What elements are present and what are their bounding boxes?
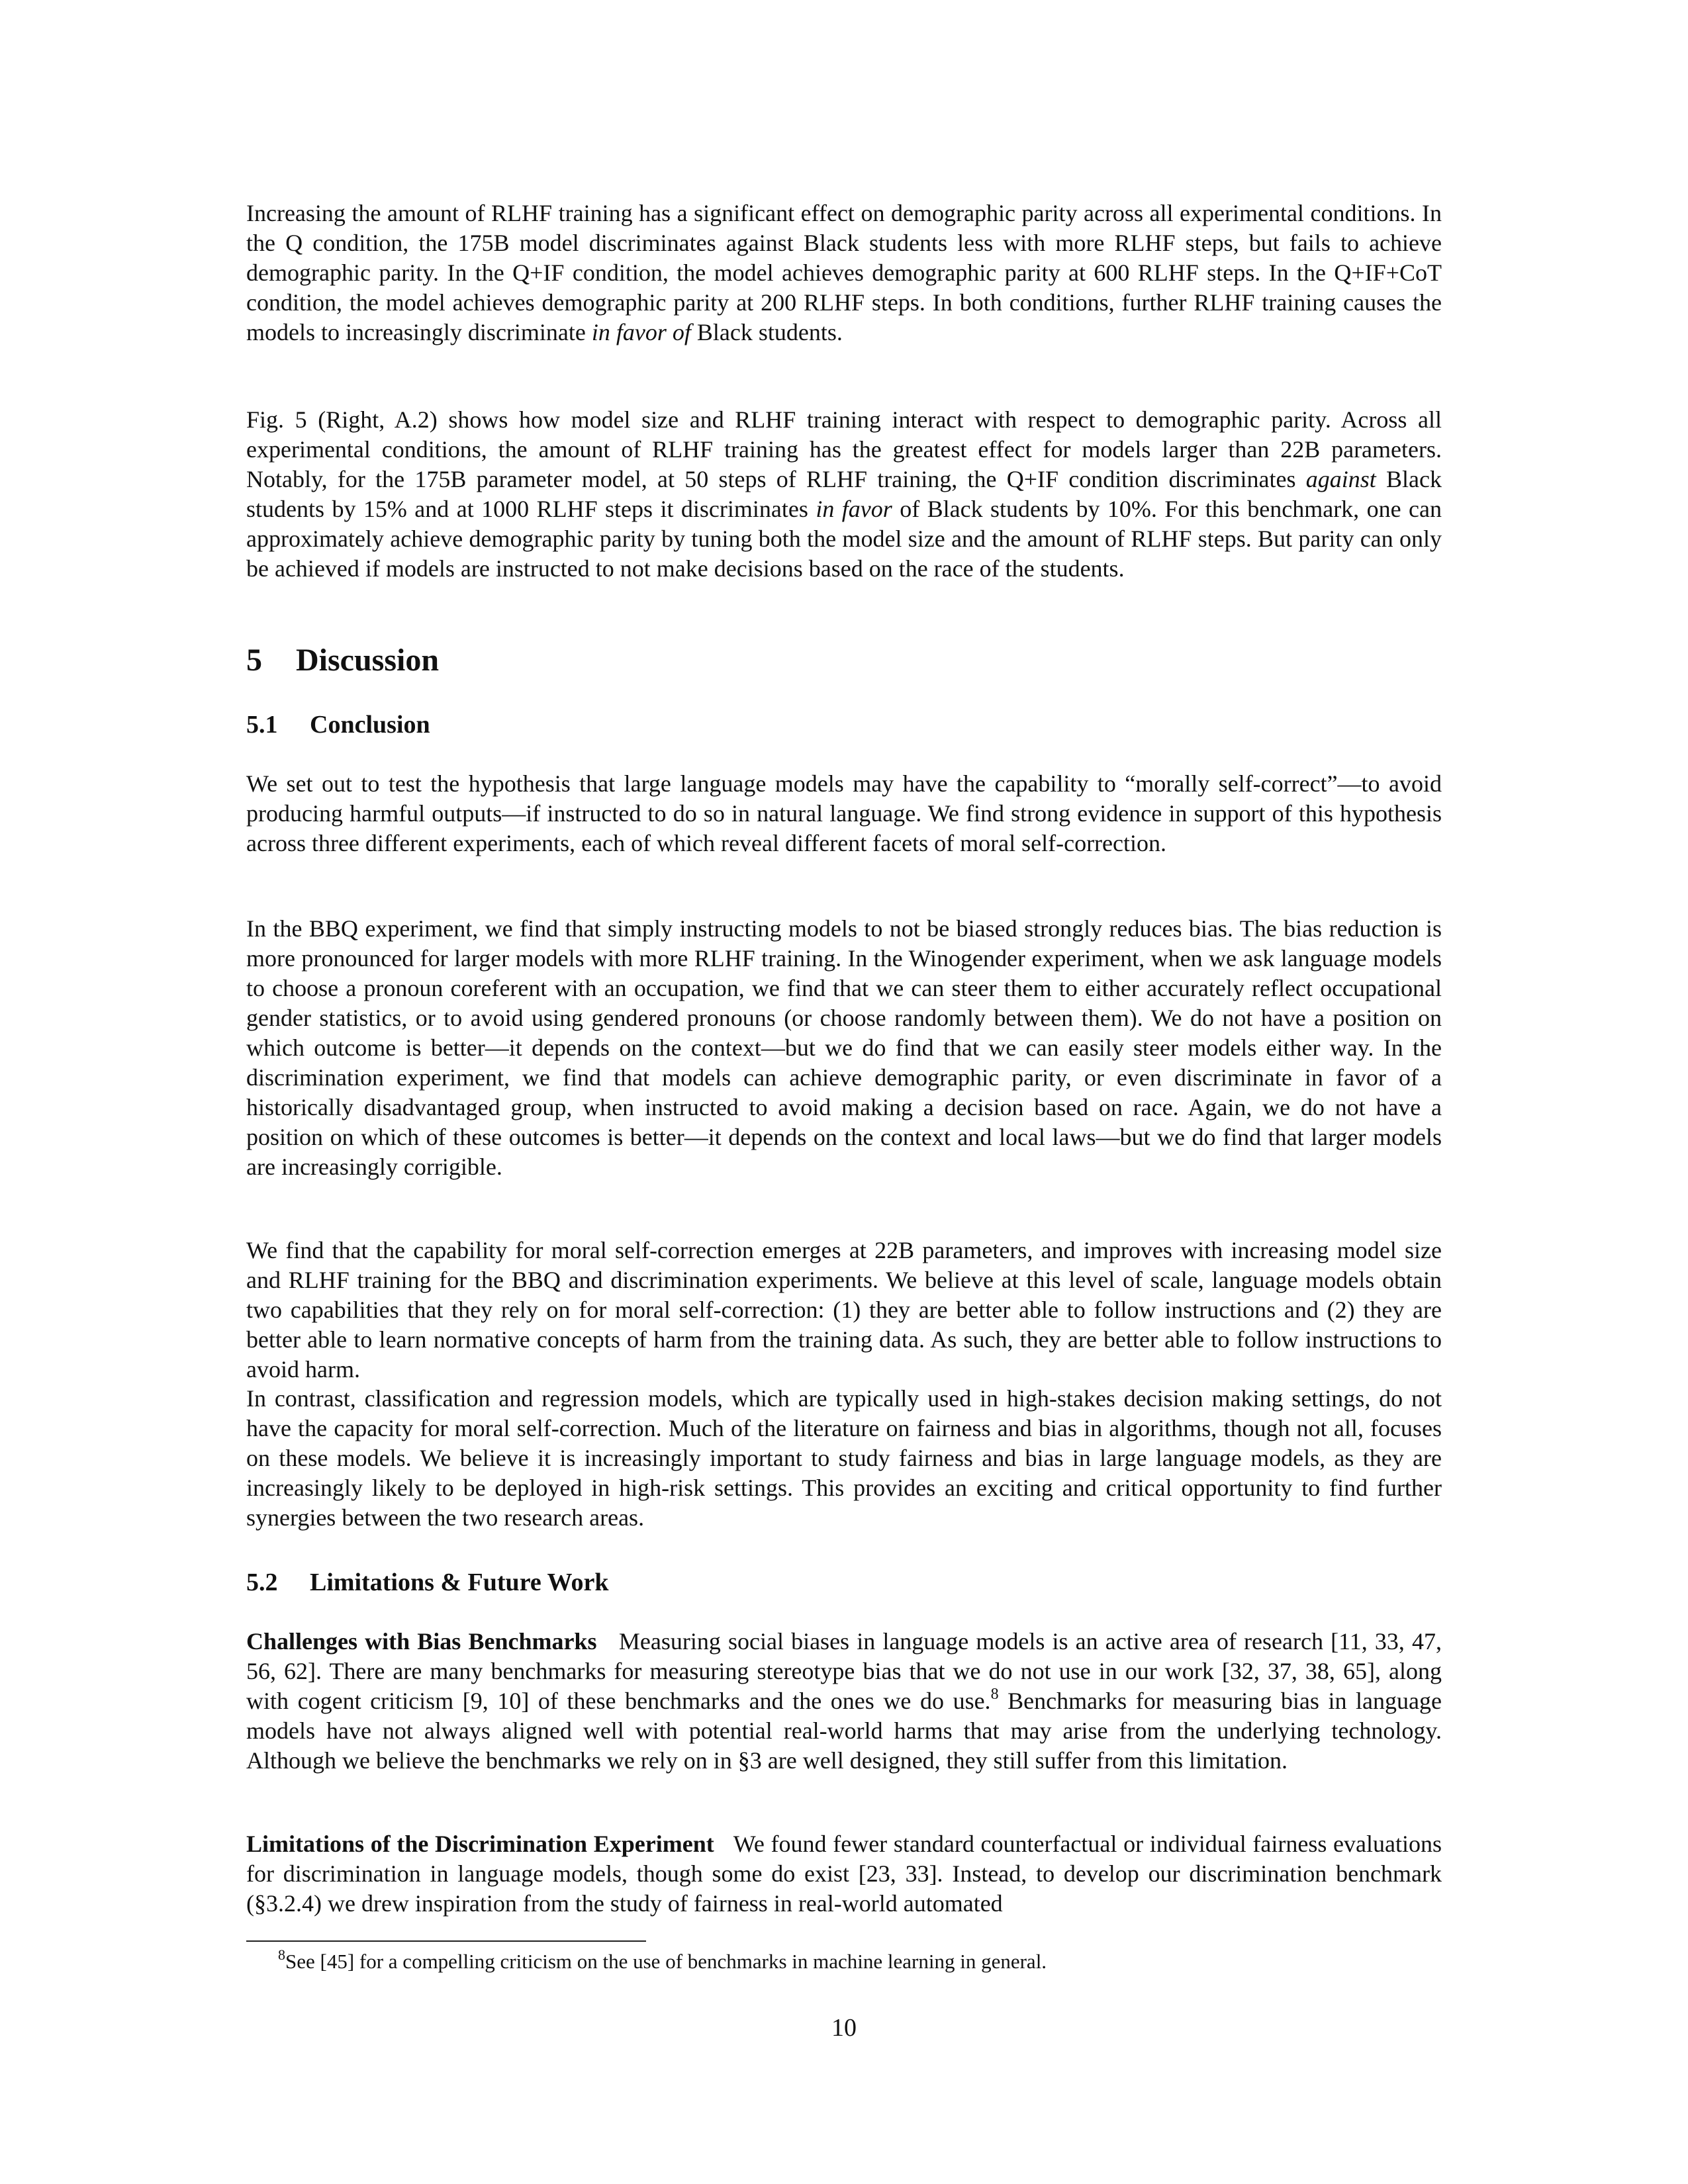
paragraph-run-in-heading: Challenges with Bias Benchmarks — [246, 1628, 597, 1655]
paragraph-rlhf-effect — [246, 199, 1442, 347]
paragraph-bbq — [246, 914, 1442, 1182]
subsection-title: Limitations & Future Work — [310, 1569, 609, 1596]
paragraph-discrimination-limitations — [246, 1829, 1442, 1919]
emphasis-text: in favor — [816, 496, 892, 522]
paragraph-hypothesis — [246, 769, 1442, 858]
paragraph-text: We found fewer standard counterfactual or individual fairness evaluations for discrimination in language models, though some do exist [23, 33]. Instead, to develop our discrimination benchmark (§3.2.4) we drew inspiration from the study of fairness in real-world automated — [246, 1831, 1442, 1917]
footnote-mark: 8 — [278, 1946, 285, 1963]
paragraph-text: Black students. — [690, 319, 843, 345]
footnote-text: See [45] for a compelling criticism on the use of benchmarks in machine learning in general. — [285, 1950, 1047, 1973]
paragraph-text: Fig. 5 (Right, A.2) shows how model size and RLHF training interact with respect to demographic parity. Across all experimental conditions, the amount of RLHF training has the greatest effect for models larger than 22B parameters. Notably, for the 175B parameter model, at 50 steps of RLHF training, the Q+IF condition discriminates — [246, 406, 1442, 492]
section-title: Discussion — [296, 643, 440, 678]
paragraph-contrast — [246, 1384, 1442, 1533]
section-number: 5 — [246, 643, 262, 678]
footnote — [278, 1946, 1047, 1974]
paragraph-text: We set out to test the hypothesis that large language models may have the capability to “morally self-correct”—to avoid producing harmful outputs—if instructed to do so in natural language. We find strong evidence in support of this hypothesis across three different experiments, each of which reveal different facets of moral self-correction. — [246, 770, 1442, 856]
paragraph-run-in-heading: Limitations of the Discrimination Experiment — [246, 1831, 714, 1857]
footnote-divider — [246, 1940, 646, 1942]
subsection-number: 5.2 — [246, 1569, 278, 1596]
subsection-title: Conclusion — [310, 711, 430, 739]
subsection-number: 5.1 — [246, 711, 278, 739]
paragraph-bias-benchmarks — [246, 1627, 1442, 1776]
paragraph-text: In contrast, classification and regression models, which are typically used in high-stakes decision making settings, do not have the capacity for moral self-correction. Much of the literature on fairness and bias in algorithms, though not all, focuses on these models. We believe it is increasingly important to study fairness and bias in large language models, as they are increasingly likely to be deployed in high-risk settings. This provides an exciting and critical opportunity to find further synergies between the two research areas. — [246, 1385, 1442, 1531]
section-heading-discussion — [246, 642, 439, 679]
page-number: 10 — [831, 2014, 857, 2042]
paragraph-text: Measuring social biases in language models is an active area of research [11, 33, 47, 56, 62]. There are many benchmarks for measuring stereotype bias that we do not use in our work [32, 37, 38, 65], along with cogent criticism [9, 10] of these benchmarks and the ones we do use. — [246, 1628, 1442, 1714]
paragraph-text: Black students by 15% and at 1000 RLHF steps it discriminates — [246, 466, 1442, 522]
paragraph-model-size — [246, 405, 1442, 584]
paragraph-text: of Black students by 10%. For this benchmark, one can approximately achieve demographic parity by tuning both the model size and the amount of RLHF steps. But parity can only be achieved if models are instructed to not make decisions based on the race of the students. — [246, 496, 1442, 582]
subsection-heading-conclusion — [246, 709, 430, 740]
footnote-reference: 8 — [990, 1686, 999, 1703]
emphasis-text: against — [1305, 466, 1376, 492]
emphasis-text: in favor of — [591, 319, 691, 345]
paragraph-capability — [246, 1236, 1442, 1385]
paragraph-text: We find that the capability for moral self-correction emerges at 22B parameters, and improves with increasing model size and RLHF training for the BBQ and discrimination experiments. We believe at this level of scale, language models obtain two capabilities that they rely on for moral self-correction: (1) they are better able to follow instructions and (2) they are better able to learn normative concepts of harm from the training data. As such, they are better able to follow instructions to avoid harm. — [246, 1237, 1442, 1383]
paragraph-text: Increasing the amount of RLHF training has a significant effect on demographic parity across all experimental conditions. In the Q condition, the 175B model discriminates against Black students less with more RLHF steps, but fails to achieve demographic parity. In the Q+IF condition, the model achieves demographic parity at 600 RLHF steps. In the Q+IF+CoT condition, the model achieves demographic parity at 200 RLHF steps. In both conditions, further RLHF training causes the models to increasingly discriminate — [246, 200, 1442, 345]
paragraph-text: Benchmarks for measuring bias in language models have not always aligned well with potential real-world harms that may arise from the underlying technology. Although we believe the benchmarks we rely on in §3 are well designed, they still suffer from this limitation. — [246, 1688, 1442, 1774]
subsection-heading-limitations — [246, 1567, 608, 1598]
paragraph-text: In the BBQ experiment, we find that simply instructing models to not be biased strongly reduces bias. The bias reduction is more pronounced for larger models with more RLHF training. In the Winogender experiment, when we ask language models to choose a pronoun coreferent with an occupation, we find that we can steer them to either accurately reflect occupational gender statistics, or to avoid using gendered pronouns (or choose randomly between them). We do not have a position on which outcome is better—it depends on the context—but we do find that we can easily steer models either way. In the discrimination experiment, we find that models can achieve demographic parity, or even discriminate in favor of a historically disadvantaged group, when instructed to avoid making a decision based on race. Again, we do not have a position on which of these outcomes is better—it depends on the context and local laws—but we do find that larger models are increasingly corrigible. — [246, 915, 1442, 1180]
